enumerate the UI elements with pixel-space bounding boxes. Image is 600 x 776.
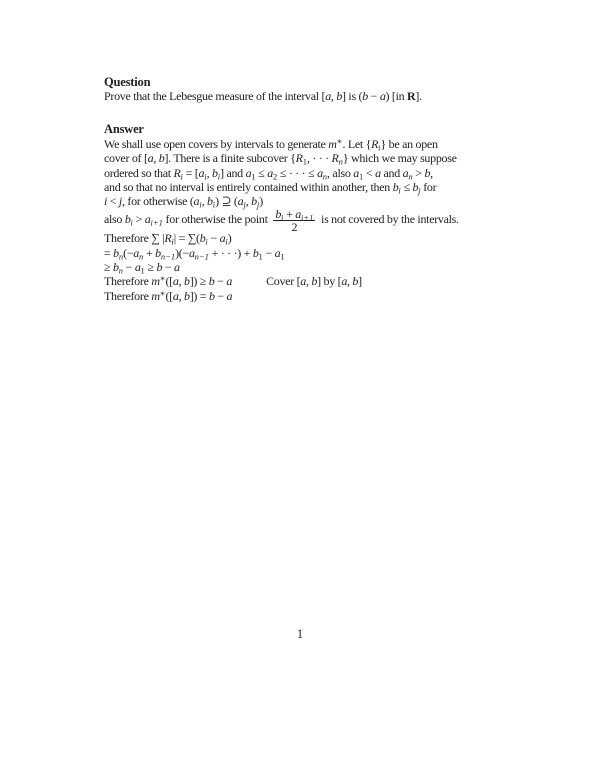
math-token: , xyxy=(330,89,337,103)
answer-heading: Answer xyxy=(104,122,144,136)
math-token: b xyxy=(352,274,359,289)
math-token: a xyxy=(172,274,179,289)
math-token: Therefore xyxy=(104,288,152,303)
math-token: a xyxy=(134,260,141,275)
math-token: ∗ xyxy=(159,287,166,298)
math-token: )(− xyxy=(175,245,189,260)
math-token: b xyxy=(208,288,215,303)
math-token: b xyxy=(208,274,215,289)
math-token: Prove that the Lebesgue measure of the interval [ xyxy=(104,89,326,103)
answer-line-5 xyxy=(104,194,504,208)
math-token: 1 xyxy=(358,171,364,182)
math-token: n xyxy=(118,251,124,262)
math-token: b xyxy=(183,288,190,303)
math-token: ) [in xyxy=(385,89,408,103)
answer-line-11 xyxy=(104,289,504,303)
math-token: a xyxy=(295,207,301,222)
math-token: b xyxy=(183,274,190,289)
math-token: a xyxy=(245,165,252,180)
math-token: − xyxy=(262,245,275,260)
math-token: for otherwise the point xyxy=(162,212,271,227)
math-token: a xyxy=(174,260,180,275)
math-token: ]. xyxy=(415,89,422,103)
math-token: for xyxy=(420,179,437,194)
math-token: ]) ≥ xyxy=(189,274,209,289)
math-token: < xyxy=(363,165,376,180)
fraction xyxy=(273,207,315,235)
math-token: , xyxy=(206,165,212,180)
math-token: ≥ xyxy=(144,260,157,275)
math-token: ) xyxy=(259,194,263,209)
math-token: b xyxy=(207,194,213,209)
math-token: a xyxy=(147,151,154,166)
math-token: m xyxy=(328,137,337,151)
math-token: , xyxy=(245,194,252,209)
math-token: a xyxy=(198,165,205,180)
math-token: , xyxy=(430,165,433,180)
math-token: b xyxy=(424,165,431,180)
math-token: . Let { xyxy=(342,137,372,151)
math-token: b xyxy=(252,245,259,260)
math-token: ∗ xyxy=(336,136,343,146)
math-token: b xyxy=(412,179,419,194)
math-token: i xyxy=(212,199,216,210)
math-token: m xyxy=(151,274,160,289)
math-token: n xyxy=(338,156,343,167)
math-token: n xyxy=(118,265,123,276)
math-token: 1 xyxy=(302,156,307,167)
math-token: b xyxy=(211,165,218,180)
math-token: i xyxy=(171,236,174,247)
math-token: − xyxy=(367,89,380,103)
math-token: i xyxy=(281,212,284,223)
math-token: | = ∑( xyxy=(173,231,200,246)
math-token: , xyxy=(306,274,312,289)
math-token: < xyxy=(107,194,119,209)
math-token: a xyxy=(144,212,151,227)
math-token: b xyxy=(158,151,165,166)
math-token: a xyxy=(402,165,409,180)
math-token: ∗ xyxy=(159,273,166,284)
math-token: 1 xyxy=(280,251,285,262)
math-token: } be an open xyxy=(380,137,438,151)
math-token: n xyxy=(139,251,144,262)
question-heading: Question xyxy=(104,75,151,89)
answer-line-10 xyxy=(104,274,504,288)
math-token: a xyxy=(219,231,226,246)
math-token: j xyxy=(418,185,421,196)
math-token: R xyxy=(164,231,172,246)
math-token: a xyxy=(193,194,200,209)
math-token: = [ xyxy=(182,165,199,180)
math-token: i xyxy=(217,171,221,182)
math-token: b xyxy=(113,245,119,260)
math-token: ]. There is a finite subcover { xyxy=(164,151,296,166)
math-token: − xyxy=(122,260,135,275)
math-token: R xyxy=(407,89,416,103)
math-token: > xyxy=(412,165,425,180)
math-token: , for otherwise ( xyxy=(121,194,194,209)
math-token: j xyxy=(256,199,260,210)
math-token: + xyxy=(143,245,156,260)
math-token: a xyxy=(325,89,331,103)
answer-line-6 xyxy=(104,207,504,235)
math-token: i xyxy=(104,194,108,209)
fraction-numerator xyxy=(273,207,315,223)
margin-note xyxy=(266,274,362,288)
math-token: n xyxy=(322,171,328,182)
math-token: , xyxy=(178,274,184,289)
math-token: a xyxy=(274,245,281,260)
answer-line-7 xyxy=(104,231,504,245)
math-token: > xyxy=(132,212,145,227)
math-token: b xyxy=(251,194,257,209)
math-token: 1 xyxy=(251,171,256,182)
math-token: also xyxy=(104,212,125,227)
math-token: 1 xyxy=(140,265,145,276)
math-token: ≤ · · · ≤ xyxy=(277,165,318,180)
math-token: R xyxy=(331,151,339,166)
answer-body xyxy=(104,137,504,303)
math-token: b xyxy=(156,260,163,275)
math-token: Therefore xyxy=(104,274,152,289)
answer-line-8 xyxy=(104,246,504,260)
math-token: i xyxy=(130,217,133,228)
math-token: , xyxy=(153,151,159,166)
math-token: R xyxy=(295,151,303,166)
math-token: i xyxy=(378,142,381,153)
math-token: R xyxy=(173,165,181,180)
math-token: m xyxy=(151,288,160,303)
math-token: Cover [ xyxy=(266,274,301,289)
math-token: j xyxy=(243,199,246,210)
math-token: a xyxy=(237,194,244,209)
math-token: 1 xyxy=(258,251,263,262)
math-token: − xyxy=(214,288,227,303)
math-token: ) xyxy=(227,231,232,246)
math-token: a xyxy=(172,288,179,303)
math-token: − xyxy=(214,274,227,289)
math-token: n−1 xyxy=(194,251,209,262)
math-token: + xyxy=(283,207,296,222)
math-token: − xyxy=(207,231,220,246)
answer-line-2 xyxy=(104,151,504,165)
math-token: b xyxy=(124,212,131,227)
page-number: 1 xyxy=(296,627,304,641)
math-token: a xyxy=(188,245,195,260)
math-token: (− xyxy=(123,245,134,260)
math-token: 2 xyxy=(272,171,278,182)
math-token: i xyxy=(225,236,228,247)
answer-line-4 xyxy=(104,180,504,194)
math-token: b xyxy=(199,231,206,246)
math-token: i xyxy=(398,185,401,196)
answer-line-9 xyxy=(104,260,504,274)
math-token: , xyxy=(201,194,207,209)
fraction-denominator xyxy=(273,220,315,235)
math-token: ordered so that xyxy=(104,165,174,180)
math-token: 2 xyxy=(291,220,298,235)
math-token: b xyxy=(275,207,282,222)
math-token: R xyxy=(371,137,379,151)
math-token: We shall use open covers by intervals to generate xyxy=(104,137,329,151)
math-token: and xyxy=(380,165,403,180)
math-token: ) ⊇ ( xyxy=(215,194,238,209)
math-token: b xyxy=(311,274,318,289)
math-token: ]) = xyxy=(189,288,209,303)
math-token: i+1 xyxy=(301,212,314,223)
math-token: b xyxy=(336,89,343,103)
math-token: i xyxy=(204,171,207,182)
math-token: is not covered by the intervals. xyxy=(318,212,459,227)
math-token: b xyxy=(392,179,399,194)
math-token: b xyxy=(155,245,161,260)
answer-line-3 xyxy=(104,166,504,180)
math-token: − xyxy=(162,260,175,275)
math-token: ≤ xyxy=(255,165,268,180)
math-token: + · · ·) + xyxy=(208,245,253,260)
math-token: a xyxy=(267,165,273,180)
math-token: ] and xyxy=(220,165,246,180)
math-token: n−1 xyxy=(160,251,176,262)
math-token: a xyxy=(300,274,306,289)
math-token: ([ xyxy=(165,274,173,289)
math-token: = xyxy=(104,245,114,260)
math-token: a xyxy=(341,274,348,289)
math-token: } which we may suppose xyxy=(342,151,457,166)
math-token: , xyxy=(178,288,184,303)
math-token: ] xyxy=(358,274,362,289)
math-token: ] by [ xyxy=(317,274,342,289)
math-token: cover of [ xyxy=(104,151,148,166)
math-token: and so that no interval is entirely contained within another, then xyxy=(104,179,393,194)
math-token: i xyxy=(180,171,183,182)
math-token: ] is ( xyxy=(342,89,363,103)
math-token: j xyxy=(118,194,122,209)
answer-line-1 xyxy=(104,137,504,151)
math-token: b xyxy=(113,260,119,275)
math-token: a xyxy=(133,245,139,260)
math-token: a xyxy=(317,165,323,180)
math-token: ([ xyxy=(165,288,173,303)
math-token: b xyxy=(362,89,368,103)
math-token: ≤ xyxy=(400,179,413,194)
math-token: i xyxy=(199,199,202,210)
math-token: Therefore ∑ | xyxy=(104,231,165,246)
math-token: i xyxy=(205,236,208,247)
question-text xyxy=(104,89,422,103)
math-token: n xyxy=(408,171,413,182)
math-token: a xyxy=(353,165,359,180)
math-token: a xyxy=(379,89,386,103)
math-token: ≥ xyxy=(104,260,113,275)
math-token: a xyxy=(226,288,233,303)
math-token: , also xyxy=(327,165,354,180)
math-token: a xyxy=(375,165,381,180)
math-token: a xyxy=(226,274,233,289)
math-token: , · · · xyxy=(306,151,332,166)
math-token: i+1 xyxy=(150,217,163,228)
math-token: , xyxy=(347,274,353,289)
